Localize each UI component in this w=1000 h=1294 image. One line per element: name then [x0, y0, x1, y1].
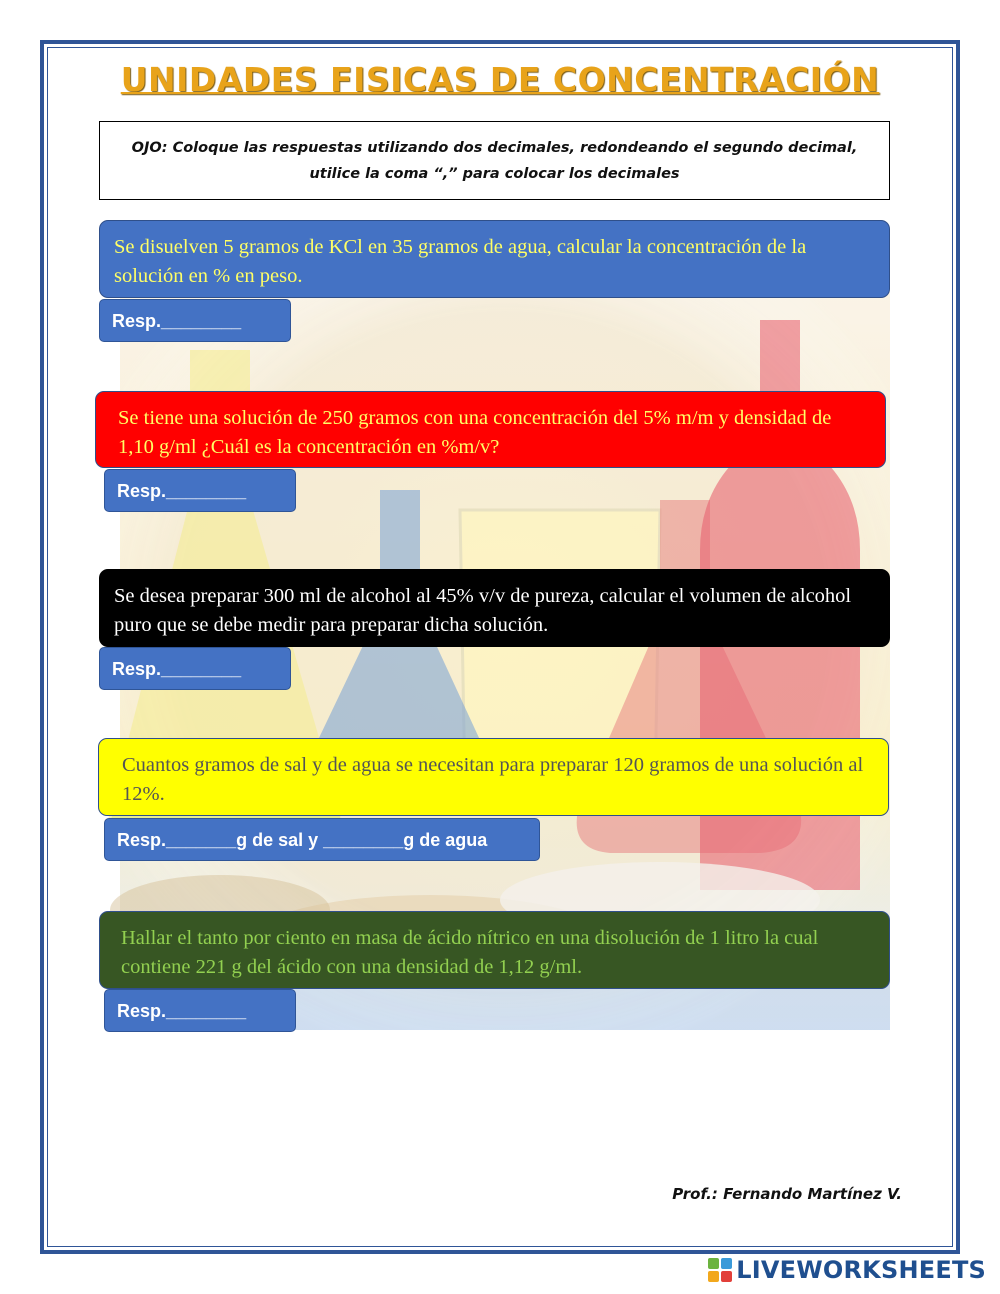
- page-title: UNIDADES FISICAS DE CONCENTRACIÓN: [120, 60, 880, 99]
- liveworksheets-icon: [708, 1258, 732, 1282]
- brand-name: LIVEWORKSHEETS: [736, 1256, 986, 1284]
- question-5: Hallar el tanto por ciento en masa de ácido nítrico en una disolución de 1 litro la cual contiene 221 g del ácido con una densidad de 1,12 g/ml.: [99, 911, 890, 989]
- answer-field-2[interactable]: Resp.________: [104, 469, 296, 512]
- liveworksheets-logo[interactable]: [708, 1255, 986, 1285]
- question-3: Se desea preparar 300 ml de alcohol al 45% v/v de pureza, calcular el volumen de alcohol puro que se debe medir para preparar dicha solución.: [99, 569, 890, 647]
- teacher-signature: Prof.: Fernando Martínez V.: [672, 1185, 902, 1203]
- answer-field-5[interactable]: Resp.________: [104, 989, 296, 1032]
- question-4: Cuantos gramos de sal y de agua se necesitan para preparar 120 gramos de una solución al 12%.: [98, 738, 889, 816]
- answer-field-3[interactable]: Resp.________: [99, 647, 291, 690]
- answer-field-4[interactable]: Resp._______g de sal y ________g de agua: [104, 818, 540, 861]
- question-2: Se tiene una solución de 250 gramos con una concentración del 5% m/m y densidad de 1,10 g/ml ¿Cuál es la concentración en %m/v?: [95, 391, 886, 468]
- answer-field-1[interactable]: Resp.________: [99, 299, 291, 342]
- instructions-note: OJO: Coloque las respuestas utilizando dos decimales, redondeando el segundo decimal, utilice la coma “,” para colocar los decimales: [99, 121, 890, 200]
- question-1: Se disuelven 5 gramos de KCl en 35 gramos de agua, calcular la concentración de la solución en % en peso.: [99, 220, 890, 298]
